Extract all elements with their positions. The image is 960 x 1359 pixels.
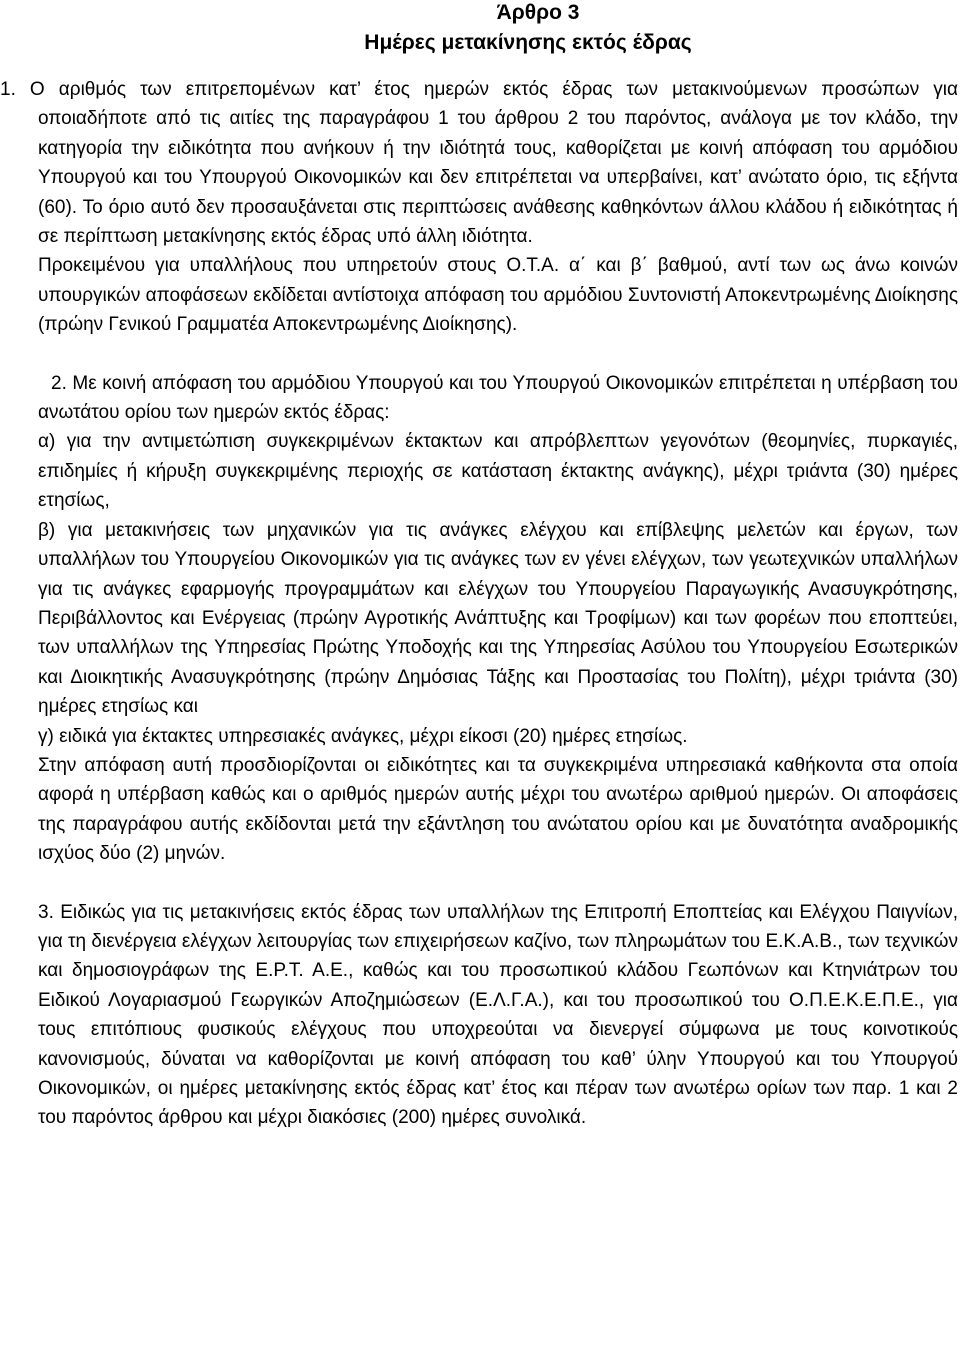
paragraph-spacer: [38, 340, 958, 369]
paragraph-2-closing: Στην απόφαση αυτή προσδιορίζονται οι ειδικότητες και τα συγκεκριμένα υπηρεσιακά καθήκοντα στα οποία αφορά η υπέρβαση καθώς και ο αριθμός ημερών αυτής μέχρι του ανωτέρω αριθμού ημερών. Οι αποφάσεις της παραγράφου αυτής εκδίδονται μετά την εξάντληση του ανώτατου ορίου και με δυνατότητα αναδρομικής ισχύος δύο (2) μηνών.: [38, 754, 958, 865]
paragraph-2-item-c: γ) ειδικά για έκτακτες υπηρεσιακές ανάγκες, μέχρι είκοσι (20) ημέρες ετησίως.: [38, 725, 688, 747]
article-title: Ημέρες μετακίνησης εκτός έδρας: [364, 31, 692, 54]
article-number: Άρθρο 3: [496, 1, 580, 24]
paragraph-2-intro: 2. Με κοινή απόφαση του αρμόδιου Υπουργού και του Υπουργού Οικονομικών επιτρέπεται η υπέρβαση του ανωτάτου ορίου των ημερών εκτός έδρας:: [38, 372, 958, 424]
paragraph-1-ota: Προκειμένου για υπαλλήλους που υπηρετούν στους Ο.Τ.Α. α΄ και β΄ βαθμού, αντί των ως άνω κοινών υπουργικών αποφάσεων εκδίδεται αντίστοιχα απόφαση του αρμόδιου Συντονιστή Αποκεντρωμένης Διοίκησης (πρώην Γενικού Γραμματέα Αποκεντρωμένης Διοίκησης).: [38, 255, 958, 336]
paragraph-2-item-b: β) για μετακινήσεις των μηχανικών για τις ανάγκες ελέγχου και επίβλεψης μελετών και έργων, των υπαλλήλων του Υπουργείου Οικονομικών για τις ανάγκες των εν γένει ελέγχων, των γεωτεχνικών υπαλλήλων για τις ανάγκες εφαρμογής προγραμμάτων και ελέγχων του Υπουργείου Παραγωγικής Ανασυγκρότησης, Περιβάλλοντος και Ενέργειας (πρώην Αγροτικής Ανάπτυξης και Τροφίμων) και των φορέων που εποπτεύει, των υπαλλήλων της Υπηρεσίας Πρώτης Υποδοχής και της Υπηρεσίας Ασύλου του Υπουργείου Εσωτερικών και Διοικητικής Ανασυγκρότησης (πρώην Δημόσιας Τάξης και Προστασίας του Πολίτη), μέχρι τριάντα (30) ημέρες ετησίως και: [38, 519, 958, 718]
paragraph-3: 3. Ειδικώς για τις μετακινήσεις εκτός έδρας των υπαλλήλων της Επιτροπή Εποπτείας και Ελέγχου Παιγνίων, για τη διενέργεια ελέγχων λειτουργίας των επιχειρήσεων καζίνο, των πληρωμάτων του Ε.Κ.Α.Β., των τεχνικών και δημοσιογράφων της Ε.Ρ.Τ. Α.Ε., καθώς και του προσωπικού κλάδου Γεωπόνων και Κτηνιάτρων του Ειδικού Λογαριασμού Γεωργικών Αποζημιώσεων (Ε.Λ.Γ.Α.), και του προσωπικού του Ο.Π.Ε.Κ.Ε.Π.Ε., για τους επιτόπιους φυσικούς ελέγχους που υποχρεούται να διενεργεί σύμφωνα με τους κοινοτικούς κανονισμούς, δύναται να καθορίζονται με κοινή απόφαση του καθ’ ύλην Υπουργού και του Υπουργού Οικονομικών, οι ημέρες μετακίνησης εκτός έδρας κατ’ έτος και πέραν των ανωτέρω ορίων των παρ. 1 και 2 του παρόντος άρθρου και μέχρι διακόσιες (200) ημέρες συνολικά.: [38, 901, 958, 1129]
paragraph-spacer: [38, 869, 958, 898]
paragraph-2-item-a: α) για την αντιμετώπιση συγκεκριμένων έκτακτων και απρόβλεπτων γεγονότων (θεομηνίες, πυρκαγιές, επιδημίες ή κήρυξη συγκεκριμένης περιοχής σε κατάσταση έκτακτης ανάγκης), μέχρι τριάντα (30) ημέρες ετησίως,: [38, 431, 958, 512]
paragraph-1: 1. Ο αριθμός των επιτρεπομένων κατ’ έτος ημερών εκτός έδρας των μετακινούμενων προσώπων για οποιαδήποτε από τις αιτίες της παραγράφου 1 του άρθρου 2 του παρόντος, ανάλογα με τον κλάδο, την κατηγορία την ειδικότητα που ανήκουν ή την ιδιότητά τους, καθορίζεται με κοινή απόφαση του αρμόδιου Υπουργού και του Υπουργού Οικονομικών και δεν επιτρέπεται να υπερβαίνει, κατ’ ανώτατο όριο, τις εξήντα (60). Το όριο αυτό δεν προσαυξάνεται στις περιπτώσεις ανάθεσης καθηκόντων άλλου κλάδου ή ειδικότητας ή σε περίπτωση μετακίνησης εκτός έδρας υπό άλλη ιδιότητα.: [0, 79, 958, 248]
